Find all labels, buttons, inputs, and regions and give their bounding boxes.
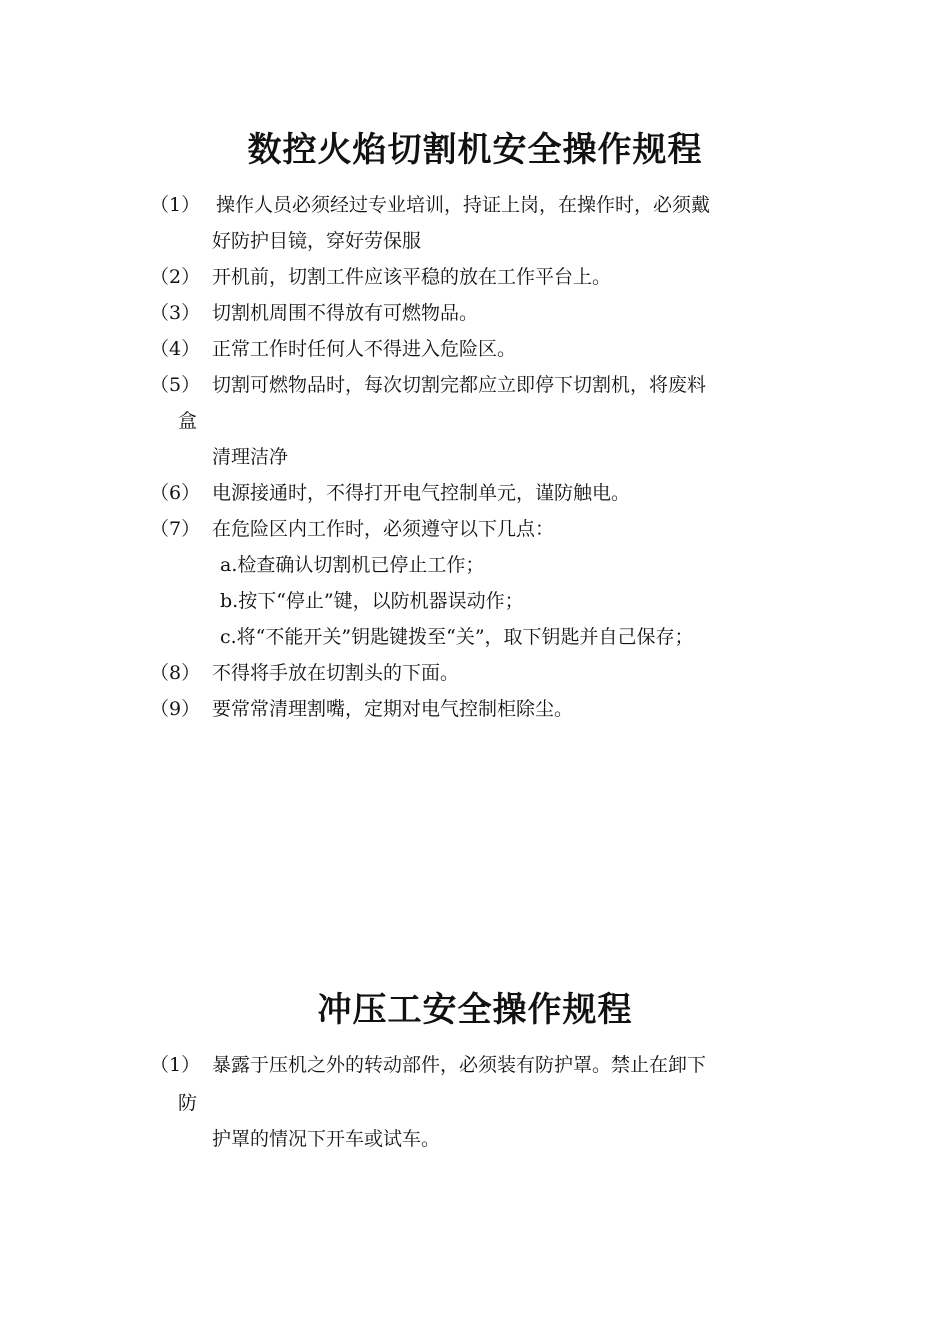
item-text: 开机前，切割工件应该平稳的放在工作平台上。 <box>212 266 612 288</box>
item-number: （5） <box>150 374 201 396</box>
item-text-continuation: 清理洁净 <box>212 446 289 468</box>
section2-list-item-1-wrap <box>178 1090 197 1116</box>
item-number: （6） <box>150 482 201 504</box>
item-text-wrap: 防 <box>178 1092 198 1114</box>
item-text: 切割机周围不得放有可燃物品。 <box>212 302 479 324</box>
item-text: 电源接通时，不得打开电气控制单元，谨防触电。 <box>212 482 631 504</box>
section2-title: 冲压工安全操作规程 <box>317 990 633 1030</box>
item-text-wrap: 盒 <box>178 410 198 432</box>
item-number: （9） <box>150 698 201 720</box>
sub-item-text: b.按下“停止”键，以防机器误动作； <box>220 590 524 612</box>
item-number: （1） <box>150 194 201 216</box>
section2-list-item-1-continuation <box>212 1126 440 1152</box>
item-text: 正常工作时任何人不得进入危险区。 <box>212 338 517 360</box>
item-number: （8） <box>150 662 201 684</box>
item-text: 暴露于压机之外的转动部件，必须装有防护罩。禁止在卸下 <box>212 1054 707 1076</box>
item-text: 在危险区内工作时，必须遵守以下几点： <box>212 518 555 540</box>
item-text: 要常常清理割嘴，定期对电气控制柜除尘。 <box>212 698 574 720</box>
item-number: （2） <box>150 266 201 288</box>
sub-item-text: c.将“不能开关”钥匙键拨至“关”，取下钥匙并自己保存； <box>220 626 694 648</box>
item-text: 切割可燃物品时，每次切割完都应立即停下切割机，将废料 <box>212 374 707 396</box>
sub-item-c <box>220 624 694 650</box>
list-item-1-continuation <box>212 228 421 254</box>
item-number: （7） <box>150 518 201 540</box>
sub-item-a <box>220 552 484 578</box>
item-number: （4） <box>150 338 201 360</box>
sub-item-text: a.检查确认切割机已停止工作； <box>220 554 485 576</box>
list-item-5-continuation <box>212 444 288 470</box>
section1-title: 数控火焰切割机安全操作规程 <box>247 130 703 170</box>
item-text: 操作人员必须经过专业培训，持证上岗，在操作时，必须戴 <box>216 194 711 216</box>
item-number: （1） <box>150 1054 201 1076</box>
item-number: （3） <box>150 302 201 324</box>
item-text-continuation: 好防护目镜，穿好劳保服 <box>212 230 422 252</box>
sub-item-b <box>220 588 524 614</box>
item-text: 不得将手放在切割头的下面。 <box>212 662 460 684</box>
item-text-continuation: 护罩的情况下开车或试车。 <box>212 1128 441 1150</box>
list-item-5-wrap <box>178 408 197 434</box>
